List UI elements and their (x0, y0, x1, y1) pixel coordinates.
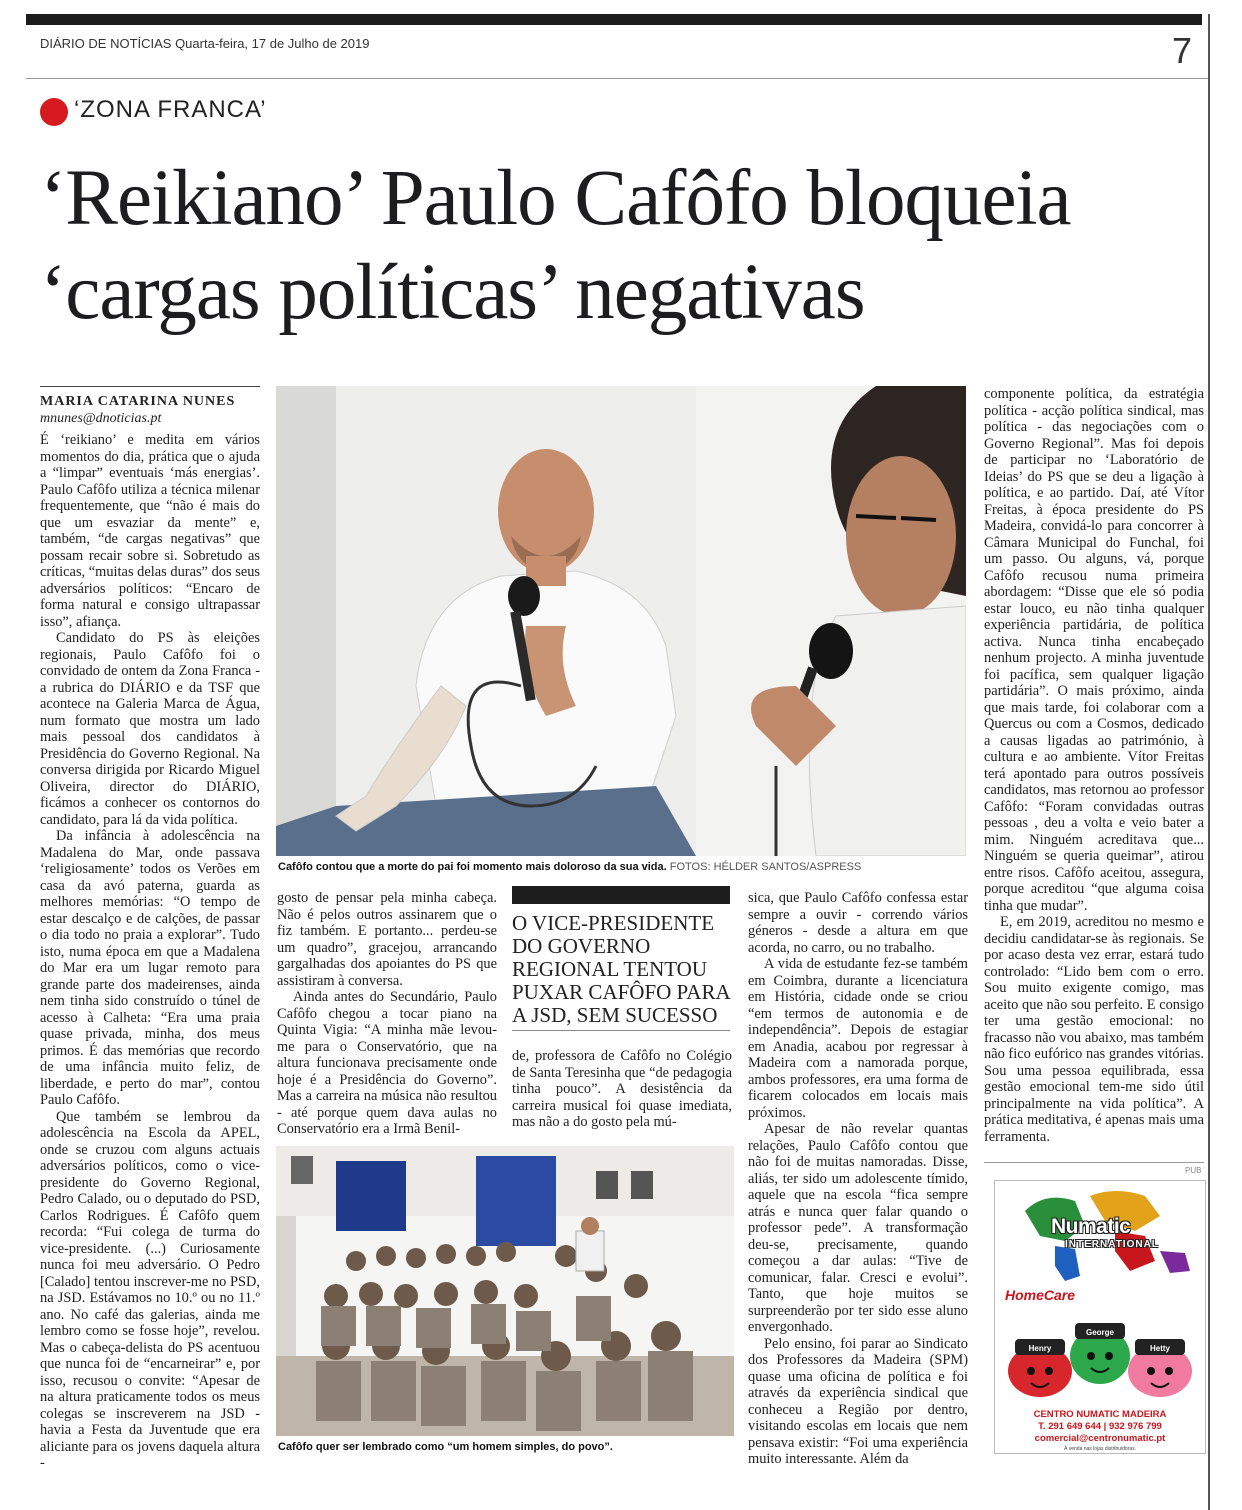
byline-email[interactable]: mnunes@dnoticias.pt (40, 411, 162, 426)
vacuum-cleaners-icon (995, 1301, 1205, 1401)
paragraph: A vida de estudante fez-se também em Coimbra, durante a licenciatura em História, cidade onde se criou “em termos de autonomia e de independência”. Depois de estagiar em Anadia, acabou por regressar à Madeira com a namorada porque, ambos professores, era uma forma de ficarem colocados em locais mais próximos. (748, 956, 968, 1121)
ad-label: PUB (1185, 1166, 1202, 1175)
paragraph: de, professora de Cafôfo no Colégio de Santa Teresinha que “de pedagogia tinha pouco”. A desistência da carreira musical foi quase imediata, mas não a do gosto pela mú- (512, 1048, 732, 1130)
ad-product-line: HomeCare (1005, 1287, 1076, 1303)
article-column-5 (984, 386, 1204, 1145)
audience-photo (276, 1146, 734, 1436)
headline-line-1: ‘Reikiano’ Paulo Cafôfo bloqueia (40, 155, 1071, 242)
paragraph: componente política, da estratégia política - acção política sindical, mas política - das negociações com o Governo Regional”. Mas foi depois de participar no ‘Laboratório de Ideias’ do PS que se deu a ligação à política, e ao partido. Daí, até Vítor Freitas, à época presidente do PS Madeira, convidá-lo para concorrer à Câmara Municipal do Funchal, foi um passo. Ou alguns, vá, porque Cafôfo recusou numa primeira abordagem: “Disse que ele só podia estar louco, eu não tinha qualquer experiência partidária, de política activa. Nunca tinha encabeçado nenhum projecto. A minha juventude foi pacífica, sem qualquer ligação partidária”. O mais próximo, ainda que mais tarde, foi colaborar com a Quercus ou com a Cosmos, dedicado a causas ligadas ao património, à cultura e ao ambiente. Vítor Freitas terá apontado para outros possíveis candidatos, mas retornou ao professor Cafôfo: “Foram convidadas outras pessoas , deu a volta e veio bater a mim. Ninguém acreditava que... Ninguém se queria queimar”, atirou entre risos. Cafôfo aceitou, assegura, porque acreditou “que alguma coisa tinha que mudar”. (984, 386, 1204, 914)
byline-rule (40, 386, 260, 387)
interview-photo-illustration (276, 386, 966, 856)
numatic-advertisement[interactable] (994, 1180, 1206, 1454)
vacuum-george-icon (1070, 1323, 1130, 1384)
ad-divider (984, 1162, 1204, 1163)
vac-name-hetty: Hetty (1149, 1344, 1171, 1353)
paragraph: E, em 2019, acreditou no mesmo e decidiu candidatar-se às regionais. Se por acaso desta vez errar, estará tudo controlado: “Lido bem com o erro. Sou muito exigente comigo, mas aceito que não sou perfeito. E consigo ter uma gestão emocional: no fracasso não vou abaixo, mas também não fico eufórico nas grandes vitórias. Sou uma pessoa equilibrada, essa gestão emocional tem-me sido útil principalmente na vida política”. A prática meditativa, é apenas mais uma ferramenta. (984, 914, 1204, 1145)
interview-photo (276, 386, 966, 856)
paragraph: Candidato do PS às eleições regionais, Paulo Cafôfo foi o convidado de ontem da Zona Franca - a rubrica do DIÁRIO e da TSF que acontece na Galeria Marca de Água, num formato que mostra um lado mais pessoal dos candidatos à Presidência do Governo Regional. Na conversa dirigida por Ricardo Miguel Oliveira, director do DIÁRIO, ficámos a conhecer os contornos do candidato, para lá da vida política. (40, 630, 260, 828)
vac-name-george: George (1085, 1328, 1115, 1337)
article-column-2 (277, 890, 497, 1138)
paragraph: Que também se lembrou da adolescência na Escola da APEL, onde se cruzou com alguns actuais adversários políticos, como o vice-presidente do Governo Regional, Pedro Calado, ou o deputado do PSD, Carlos Rodrigues. É Cafôfo quem recorda: “Fui colega de turma do vice-presidente. (...) Curiosamente nunca foi meu adversário. O Pedro [Calado] tentou inscrever-me no PSD, na JSD. Estávamos no 10.º ou no 11.º ano. No café das galerias, ainda me lembro como se fosse hoje”, revelou. Mas o cabeça-delista do PS acentuou que nunca foi de “encarneirar” e, por isso, recusou o convite: “Apesar de na altura praticamente todos os meus colegas se inscreverem na JSD - havia a Festa da Juventude que era aliciante para os jovens daquela altura - (40, 1108, 260, 1471)
vac-name-henry: Henry (1028, 1344, 1052, 1353)
vacuum-hetty-icon (1128, 1339, 1192, 1397)
section-dot-icon (40, 98, 68, 126)
article-column-1 (40, 432, 260, 1472)
header-divider (26, 78, 1208, 79)
ad-brand: Numatic (1051, 1215, 1131, 1238)
ad-brand-sub: INTERNATIONAL (1065, 1239, 1159, 1250)
pullquote-bar (512, 886, 730, 904)
photo-credit: FOTOS: HÉLDER SANTOS/ASPRESS (669, 861, 862, 873)
headline-line-2: ‘cargas políticas’ negativas (40, 249, 865, 336)
byline-author: MARIA CATARINA NUNES (40, 394, 236, 409)
caption-text: Cafôfo contou que a morte do pai foi momento mais doloroso da sua vida. (278, 861, 667, 873)
page-edge-rule (1208, 14, 1210, 1510)
paragraph: Apesar de não revelar quantas relações, Paulo Cafôfo contou que não foi de muitas namoradas. Disse, aliás, ter sido um adolescente tímido, aquele que na escola “fica sempre atrás e nunca quer falar quando o professor pede”. A transformação deu-se, precisamente, quando começou a dar aulas: “Tive de comunicar, falar. Cresci e evolui”. Tanto, que hoje muitos se surpreenderão por ter sido esse aluno envergonhado. (748, 1121, 968, 1335)
paragraph: Da infância à adolescência na Madalena do Mar, onde passava ‘religiosamente’ todos os Verões em casa da avó paterna, guarda as melhores memórias: “O tempo de estar descalço e de calções, de passar o dia todo no praia a explorar”. Tudo isto, numa época em que a Madalena do Mar era um lugar remoto para grande parte dos madeirenses, ainda nem tinha sido construído o túnel de acesso à Calheta: “Era uma praia quase privada, minha, dos meus primos. É das memórias que recordo de uma infância muito feliz, de liberdade, e perto do mar”, contou Paulo Cafôfo. (40, 828, 260, 1108)
ad-company: CENTRO NUMATIC MADEIRA (1033, 1409, 1167, 1420)
article-column-4 (748, 890, 968, 1468)
paragraph: Pelo ensino, foi parar ao Sindicato dos Professores da Madeira (SPM) quase uma oficina de política e foi através da experiência sindical que conheceu a Região por dentro, visitando escolas em locais que nem pensava existir: “Foi uma experiência muito interessante. Além da (748, 1335, 968, 1467)
ad-phones[interactable]: T. 291 649 644 | 932 976 799 (1038, 1421, 1162, 1432)
pullquote-rule (512, 1030, 730, 1031)
paragraph: É ‘reikiano’ e medita em vários momentos do dia, prática que o ajuda a “limpar” eventuais ‘más energias’. Paulo Cafôfo utiliza a técnica milenar frequentemente, que “não é mais do que um esvaziar da mente” e, também, “de cargas negativas” que possam recair sobre si. Sobretudo as críticas, “muitas delas duras” dos seus adversários políticos: “Encaro de forma natural e consigo ultrapassar isso”, afiança. (40, 432, 260, 630)
photo-caption-main (278, 861, 861, 873)
page-number: 7 (1171, 30, 1192, 71)
pullquote: O VICE-PRESIDENTE DO GOVERNO REGIONAL TENTOU PUXAR CAFÔFO PARA A JSD, SEM SUCESSO (512, 911, 730, 1027)
top-rule (26, 14, 1202, 25)
article-column-3 (512, 1048, 732, 1131)
ad-email[interactable]: comercial@centronumatic.pt (1034, 1433, 1166, 1444)
headline (40, 152, 1200, 340)
vacuum-henry-icon (1008, 1339, 1072, 1397)
paragraph: gosto de pensar pela minha cabeça. Não é pelos outros assinarem que o fiz também. E portanto... perdeu-se um quadro”, gracejou, arrancando gargalhadas dos apoiantes do PS que assistiram à conversa. (277, 890, 497, 989)
ad-fine-print: À venda nas lojas distribuidoras. (1064, 1446, 1136, 1452)
paragraph: sica, que Paulo Cafôfo confessa estar sempre a ouvir - correndo vários géneros - desde a altura em que acorda, no carro, ou no trabalho. (748, 890, 968, 956)
page-header: DIÁRIO DE NOTÍCIAS Quarta-feira, 17 de Julho de 2019 (40, 36, 370, 51)
paragraph: Ainda antes do Secundário, Paulo Cafôfo chegou a tocar piano na Quinta Vigia: “A minha mãe levou-me para o Conservatório, que na altura funcionava precisamente onde hoje é a Presidência do Governo”. Mas a carreira na música não resultou - até porque quem dava aulas no Conservatório era a Irmã Benil- (277, 989, 497, 1137)
section-label: ‘ZONA FRANCA’ (74, 96, 267, 123)
audience-photo-illustration (276, 1146, 734, 1436)
photo-caption-audience: Cafôfo quer ser lembrado como “um homem simples, do povo”. (278, 1441, 613, 1453)
